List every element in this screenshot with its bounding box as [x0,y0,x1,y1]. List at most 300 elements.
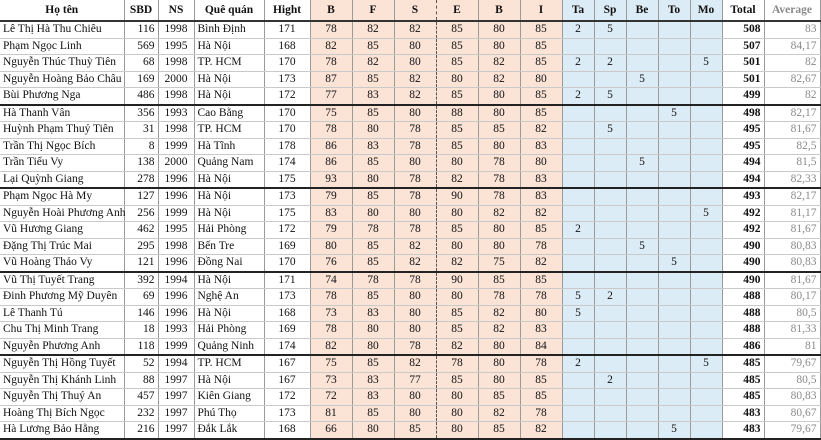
cell-be [626,138,658,155]
cell-e: 85 [436,138,478,155]
cell-f: 85 [352,255,394,272]
cell-sbd: 486 [124,88,158,105]
header-s: S [394,0,436,21]
cell-i: 83 [520,171,562,188]
cell-ta [562,105,594,122]
cell-s: 78 [394,222,436,239]
cell-que: Hải Phòng [194,222,264,239]
cell-f: 83 [352,305,394,322]
cell-total: 492 [722,205,764,222]
cell-ta [562,322,594,339]
header-hometown: Quê quán [194,0,264,21]
cell-b1: 73 [310,372,352,389]
cell-sbd: 31 [124,122,158,139]
cell-e: 85 [436,88,478,105]
cell-ta: 2 [562,21,594,38]
cell-b2: 78 [478,171,520,188]
cell-name: Vũ Hoàng Thảo Vy [0,255,124,272]
cell-name: Trần Thị Ngọc Bích [0,138,124,155]
cell-avg: 81,67 [764,222,820,239]
table-row [0,355,820,372]
cell-b1: 78 [310,322,352,339]
cell-sbd: 118 [124,338,158,355]
cell-f: 85 [352,71,394,88]
cell-to [658,171,690,188]
cell-i: 83 [520,188,562,205]
cell-sp: 2 [594,289,626,306]
cell-s: 80 [394,389,436,406]
cell-que: Bến Tre [194,238,264,255]
cell-to [658,21,690,38]
cell-hight: 170 [264,55,310,72]
cell-avg: 82,5 [764,138,820,155]
cell-sp [594,272,626,289]
cell-b2: 75 [478,255,520,272]
cell-total: 488 [722,289,764,306]
cell-total: 498 [722,105,764,122]
header-to: To [658,0,690,21]
cell-e: 82 [436,338,478,355]
cell-name: Vũ Hương Giang [0,222,124,239]
table-row [0,389,820,406]
cell-ta [562,255,594,272]
cell-be [626,255,658,272]
cell-ta [562,122,594,139]
cell-s: 78 [394,122,436,139]
cell-to [658,71,690,88]
cell-s: 85 [394,422,436,439]
cell-sbd: 295 [124,238,158,255]
cell-be [626,21,658,38]
cell-ta: 2 [562,222,594,239]
cell-sp [594,405,626,422]
cell-f: 78 [352,222,394,239]
cell-que: TP. HCM [194,122,264,139]
table-row [0,405,820,422]
cell-total: 483 [722,422,764,439]
cell-ta [562,405,594,422]
cell-avg: 80,67 [764,405,820,422]
cell-ta [562,71,594,88]
cell-b2: 85 [478,122,520,139]
cell-s: 82 [394,21,436,38]
cell-ns: 1998 [158,21,194,38]
cell-que: Đắk Lắk [194,422,264,439]
cell-hight: 167 [264,355,310,372]
cell-sp: 2 [594,55,626,72]
cell-ta [562,422,594,439]
cell-b1: 81 [310,405,352,422]
cell-sp [594,171,626,188]
cell-que: Bình Định [194,21,264,38]
cell-name: Nguyễn Thị Hồng Tuyết [0,355,124,372]
cell-i: 80 [520,155,562,172]
cell-name: Đặng Thị Trúc Mai [0,238,124,255]
cell-b1: 82 [310,338,352,355]
cell-b1: 78 [310,289,352,306]
cell-que: Hà Nội [194,305,264,322]
cell-b2: 80 [478,138,520,155]
cell-to [658,372,690,389]
header-total: Total [722,0,764,21]
cell-e: 85 [436,122,478,139]
cell-sbd: 457 [124,389,158,406]
cell-avg: 82 [764,55,820,72]
cell-avg: 80,83 [764,389,820,406]
cell-s: 77 [394,372,436,389]
cell-ta [562,155,594,172]
cell-b2: 78 [478,155,520,172]
header-row [0,0,820,21]
table-row [0,38,820,55]
cell-name: Nguyễn Hoàng Bảo Châu [0,71,124,88]
cell-que: Quảng Ninh [194,338,264,355]
cell-i: 85 [520,372,562,389]
cell-sbd: 69 [124,289,158,306]
cell-be [626,222,658,239]
cell-e: 85 [436,55,478,72]
cell-b1: 78 [310,21,352,38]
cell-e: 85 [436,38,478,55]
cell-s: 82 [394,238,436,255]
cell-ns: 1995 [158,222,194,239]
cell-e: 78 [436,355,478,372]
cell-b1: 76 [310,255,352,272]
cell-be [626,122,658,139]
cell-to [658,238,690,255]
header-f: F [352,0,394,21]
cell-sp [594,355,626,372]
cell-avg: 81,67 [764,272,820,289]
cell-que: Phú Thọ [194,405,264,422]
table-row [0,222,820,239]
cell-sp [594,71,626,88]
cell-sbd: 169 [124,71,158,88]
cell-mo [690,238,722,255]
cell-mo [690,272,722,289]
cell-total: 494 [722,155,764,172]
cell-ns: 1999 [158,338,194,355]
cell-to [658,355,690,372]
cell-b1: 79 [310,188,352,205]
cell-sbd: 216 [124,422,158,439]
cell-name: Lại Quỳnh Giang [0,171,124,188]
cell-name: Hoàng Thị Bích Ngọc [0,405,124,422]
cell-e: 80 [436,238,478,255]
cell-hight: 170 [264,255,310,272]
cell-sbd: 356 [124,105,158,122]
cell-avg: 79,67 [764,422,820,439]
table-row [0,322,820,339]
cell-sp [594,222,626,239]
cell-b1: 77 [310,88,352,105]
cell-i: 78 [520,238,562,255]
cell-avg: 81,5 [764,155,820,172]
cell-mo [690,155,722,172]
cell-s: 80 [394,205,436,222]
cell-mo: 5 [690,355,722,372]
cell-mo [690,38,722,55]
cell-ta [562,238,594,255]
header-b2: B [478,0,520,21]
cell-ns: 1996 [158,171,194,188]
cell-b2: 85 [478,272,520,289]
cell-mo [690,289,722,306]
table-row [0,122,820,139]
header-height: Hight [264,0,310,21]
cell-f: 80 [352,422,394,439]
cell-i: 78 [520,355,562,372]
cell-f: 85 [352,105,394,122]
cell-mo [690,138,722,155]
cell-avg: 84,17 [764,38,820,55]
cell-b1: 75 [310,105,352,122]
cell-s: 82 [394,255,436,272]
cell-hight: 173 [264,289,310,306]
cell-b1: 79 [310,222,352,239]
cell-to [658,138,690,155]
cell-i: 82 [520,255,562,272]
cell-b2: 80 [478,21,520,38]
cell-f: 80 [352,322,394,339]
cell-sbd: 232 [124,405,158,422]
cell-b2: 80 [478,238,520,255]
cell-s: 80 [394,322,436,339]
cell-b1: 87 [310,71,352,88]
cell-ns: 1996 [158,188,194,205]
cell-que: Hà Nội [194,88,264,105]
cell-s: 78 [394,272,436,289]
cell-mo [690,405,722,422]
cell-name: Nguyễn Thúc Thuỳ Tiên [0,55,124,72]
cell-e: 88 [436,105,478,122]
cell-sp [594,255,626,272]
cell-to [658,338,690,355]
cell-name: Nguyễn Thị Khánh Linh [0,372,124,389]
cell-hight: 168 [264,38,310,55]
cell-que: Hà Nội [194,272,264,289]
cell-i: 85 [520,105,562,122]
cell-sbd: 8 [124,138,158,155]
cell-be: 5 [626,238,658,255]
cell-name: Bùi Phương Nga [0,88,124,105]
cell-s: 80 [394,38,436,55]
cell-ns: 1994 [158,355,194,372]
table-row [0,205,820,222]
cell-f: 80 [352,338,394,355]
cell-b2: 80 [478,88,520,105]
cell-que: Cao Bằng [194,105,264,122]
cell-ns: 1993 [158,105,194,122]
cell-f: 85 [352,355,394,372]
cell-avg: 80,83 [764,238,820,255]
cell-be [626,272,658,289]
cell-avg: 82,33 [764,171,820,188]
cell-que: Hải Phòng [194,322,264,339]
cell-name: Đinh Phương Mỹ Duyên [0,289,124,306]
cell-s: 80 [394,305,436,322]
cell-sp [594,188,626,205]
cell-s: 80 [394,105,436,122]
cell-e: 80 [436,389,478,406]
cell-mo [690,105,722,122]
cell-avg: 80,5 [764,305,820,322]
cell-total: 490 [722,272,764,289]
cell-sp [594,338,626,355]
cell-b2: 82 [478,305,520,322]
cell-e: 80 [436,422,478,439]
cell-ta [562,205,594,222]
cell-s: 80 [394,155,436,172]
cell-hight: 174 [264,155,310,172]
cell-ns: 1994 [158,272,194,289]
cell-e: 80 [436,289,478,306]
cell-be [626,305,658,322]
cell-sp [594,155,626,172]
table-row [0,305,820,322]
cell-total: 485 [722,372,764,389]
cell-b1: 78 [310,55,352,72]
cell-f: 85 [352,289,394,306]
cell-name: Phạm Ngọc Hà My [0,188,124,205]
cell-f: 85 [352,38,394,55]
header-average: Average [764,0,820,21]
cell-i: 85 [520,21,562,38]
cell-i: 82 [520,205,562,222]
table-row [0,138,820,155]
cell-e: 90 [436,188,478,205]
cell-b2: 80 [478,372,520,389]
cell-b2: 78 [478,188,520,205]
cell-sbd: 52 [124,355,158,372]
cell-to: 5 [658,422,690,439]
cell-s: 82 [394,355,436,372]
cell-sp [594,389,626,406]
cell-total: 501 [722,55,764,72]
table-row [0,255,820,272]
header-sp: Sp [594,0,626,21]
cell-hight: 169 [264,322,310,339]
cell-f: 80 [352,171,394,188]
cell-total: 499 [722,88,764,105]
cell-sp [594,422,626,439]
cell-que: Hà Nội [194,71,264,88]
cell-total: 485 [722,355,764,372]
cell-i: 80 [520,305,562,322]
header-sbd: SBD [124,0,158,21]
cell-b1: 75 [310,355,352,372]
cell-ns: 1993 [158,322,194,339]
cell-i: 78 [520,405,562,422]
header-ns: NS [158,0,194,21]
cell-ta [562,38,594,55]
cell-ns: 1997 [158,422,194,439]
cell-to [658,55,690,72]
cell-ta: 5 [562,289,594,306]
cell-i: 82 [520,422,562,439]
table-row [0,289,820,306]
cell-be [626,389,658,406]
cell-to [658,272,690,289]
cell-avg: 81 [764,338,820,355]
table-row [0,55,820,72]
cell-hight: 171 [264,272,310,289]
cell-i: 85 [520,38,562,55]
cell-to [658,155,690,172]
cell-f: 80 [352,122,394,139]
cell-ta [562,389,594,406]
cell-sp [594,305,626,322]
cell-e: 90 [436,272,478,289]
cell-e: 80 [436,155,478,172]
cell-b2: 80 [478,222,520,239]
cell-b2: 85 [478,422,520,439]
cell-s: 78 [394,338,436,355]
header-e: E [436,0,478,21]
cell-f: 85 [352,405,394,422]
cell-total: 495 [722,122,764,139]
cell-total: 488 [722,305,764,322]
header-ta: Ta [562,0,594,21]
cell-que: Hà Nội [194,171,264,188]
cell-name: Nguyễn Thị Thuý An [0,389,124,406]
cell-total: 493 [722,188,764,205]
table-row [0,188,820,205]
cell-ns: 2000 [158,71,194,88]
cell-ns: 2000 [158,155,194,172]
cell-sp [594,205,626,222]
cell-ta: 2 [562,88,594,105]
cell-i: 80 [520,71,562,88]
cell-e: 82 [436,171,478,188]
header-b1: B [310,0,352,21]
cell-sbd: 18 [124,322,158,339]
cell-mo [690,255,722,272]
cell-ns: 1997 [158,405,194,422]
cell-hight: 172 [264,389,310,406]
cell-i: 83 [520,138,562,155]
cell-total: 486 [722,338,764,355]
table-body [0,21,820,439]
cell-mo: 5 [690,205,722,222]
cell-f: 82 [352,55,394,72]
cell-total: 490 [722,255,764,272]
cell-i: 83 [520,322,562,339]
cell-avg: 81,33 [764,322,820,339]
cell-ns: 1999 [158,138,194,155]
cell-i: 78 [520,289,562,306]
cell-to [658,405,690,422]
cell-name: Phạm Ngọc Linh [0,38,124,55]
cell-mo [690,21,722,38]
cell-b2: 80 [478,38,520,55]
cell-sbd: 116 [124,21,158,38]
cell-sbd: 68 [124,55,158,72]
cell-b2: 82 [478,55,520,72]
cell-name: Chu Thị Minh Trang [0,322,124,339]
cell-be [626,88,658,105]
cell-que: Hà Nội [194,372,264,389]
cell-f: 85 [352,188,394,205]
cell-total: 490 [722,238,764,255]
cell-avg: 79,67 [764,355,820,372]
cell-to [658,88,690,105]
cell-sp: 5 [594,88,626,105]
cell-que: Quảng Nam [194,155,264,172]
header-i: I [520,0,562,21]
cell-i: 84 [520,338,562,355]
cell-to [658,38,690,55]
